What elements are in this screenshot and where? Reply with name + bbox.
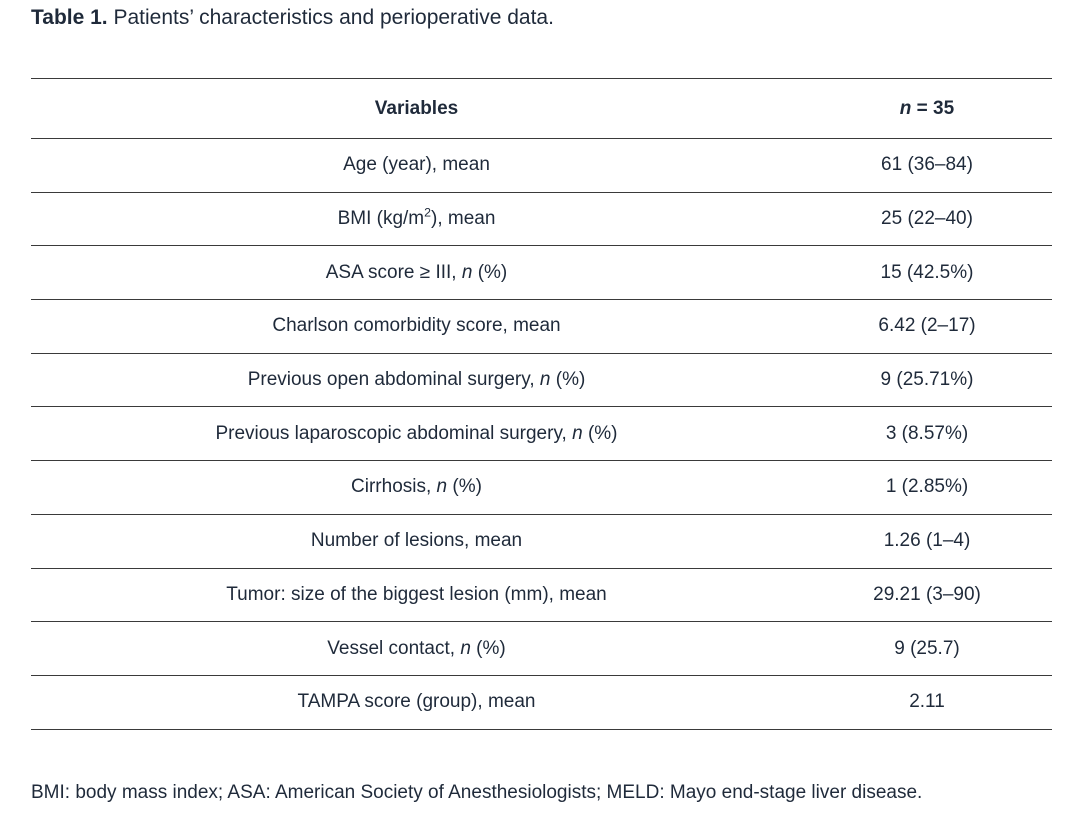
row-value: 9 (25.7) (802, 622, 1052, 676)
row-label-italic: n (572, 422, 583, 444)
row-label-post: ), mean (431, 208, 496, 230)
row-label-post: (%) (472, 261, 508, 283)
row-value: 1 (2.85%) (802, 461, 1052, 515)
row-label-italic: n (436, 476, 448, 498)
row-label: Age (year), mean (31, 139, 802, 193)
row-label-post: (%) (550, 369, 586, 391)
row-value: 2.11 (802, 675, 1052, 729)
table-row (31, 461, 1052, 515)
row-value: 6.42 (2–17) (802, 300, 1052, 354)
row-label-main: Vessel contact, (327, 637, 461, 659)
table-caption-label: Table 1. (31, 6, 108, 29)
row-label-italic: n (461, 261, 473, 283)
row-label: Number of lesions, mean (31, 514, 802, 568)
row-value: 15 (42.5%) (802, 246, 1052, 300)
table-row (31, 568, 1052, 622)
table-row (31, 353, 1052, 407)
table-row (31, 192, 1052, 246)
row-label-pre: BMI (kg/m (337, 208, 425, 230)
row-value: 9 (25.71%) (802, 353, 1052, 407)
row-value: 61 (36–84) (802, 139, 1052, 193)
row-label-post: (%) (470, 637, 506, 659)
header-n-italic: n (899, 97, 912, 119)
table-row (31, 139, 1052, 193)
row-label (31, 622, 802, 676)
row-label-main: Previous laparoscopic abdominal surgery, (215, 422, 573, 444)
row-label-post: (%) (447, 476, 482, 498)
table-row (31, 246, 1052, 300)
row-label-sup: 2 (424, 205, 431, 220)
table-row (31, 407, 1052, 461)
patients-table (31, 78, 1052, 730)
row-label: Tumor: size of the biggest lesion (mm), mean (31, 568, 802, 622)
header-n (802, 79, 1052, 139)
row-value: 3 (8.57%) (802, 407, 1052, 461)
row-label-italic: n (539, 369, 551, 391)
table-caption (31, 4, 554, 32)
table-row (31, 300, 1052, 354)
table-row (31, 514, 1052, 568)
table-row (31, 622, 1052, 676)
row-label (31, 353, 802, 407)
row-label (31, 246, 802, 300)
row-value: 1.26 (1–4) (802, 514, 1052, 568)
row-value: 29.21 (3–90) (802, 568, 1052, 622)
row-label (31, 407, 802, 461)
row-label: Charlson comorbidity score, mean (31, 300, 802, 354)
row-label-main: ASA score ≥ III, (325, 261, 462, 283)
row-label (31, 192, 802, 246)
row-label-post: (%) (582, 422, 618, 444)
header-variables: Variables (31, 79, 802, 139)
table-header-row (31, 79, 1052, 139)
row-label-italic: n (460, 637, 471, 659)
table-footnote: BMI: body mass index; ASA: American Society of Anesthesiologists; MELD: Mayo end-stage liver disease. (31, 782, 923, 803)
table-caption-text: Patients’ characteristics and perioperative data. (113, 6, 554, 29)
row-label (31, 461, 802, 515)
row-label: TAMPA score (group), mean (31, 675, 802, 729)
row-label-main: Cirrhosis, (351, 476, 437, 498)
row-label-main: Previous open abdominal surgery, (247, 369, 540, 391)
header-n-rest: = 35 (911, 97, 955, 119)
table-row (31, 675, 1052, 729)
row-value: 25 (22–40) (802, 192, 1052, 246)
